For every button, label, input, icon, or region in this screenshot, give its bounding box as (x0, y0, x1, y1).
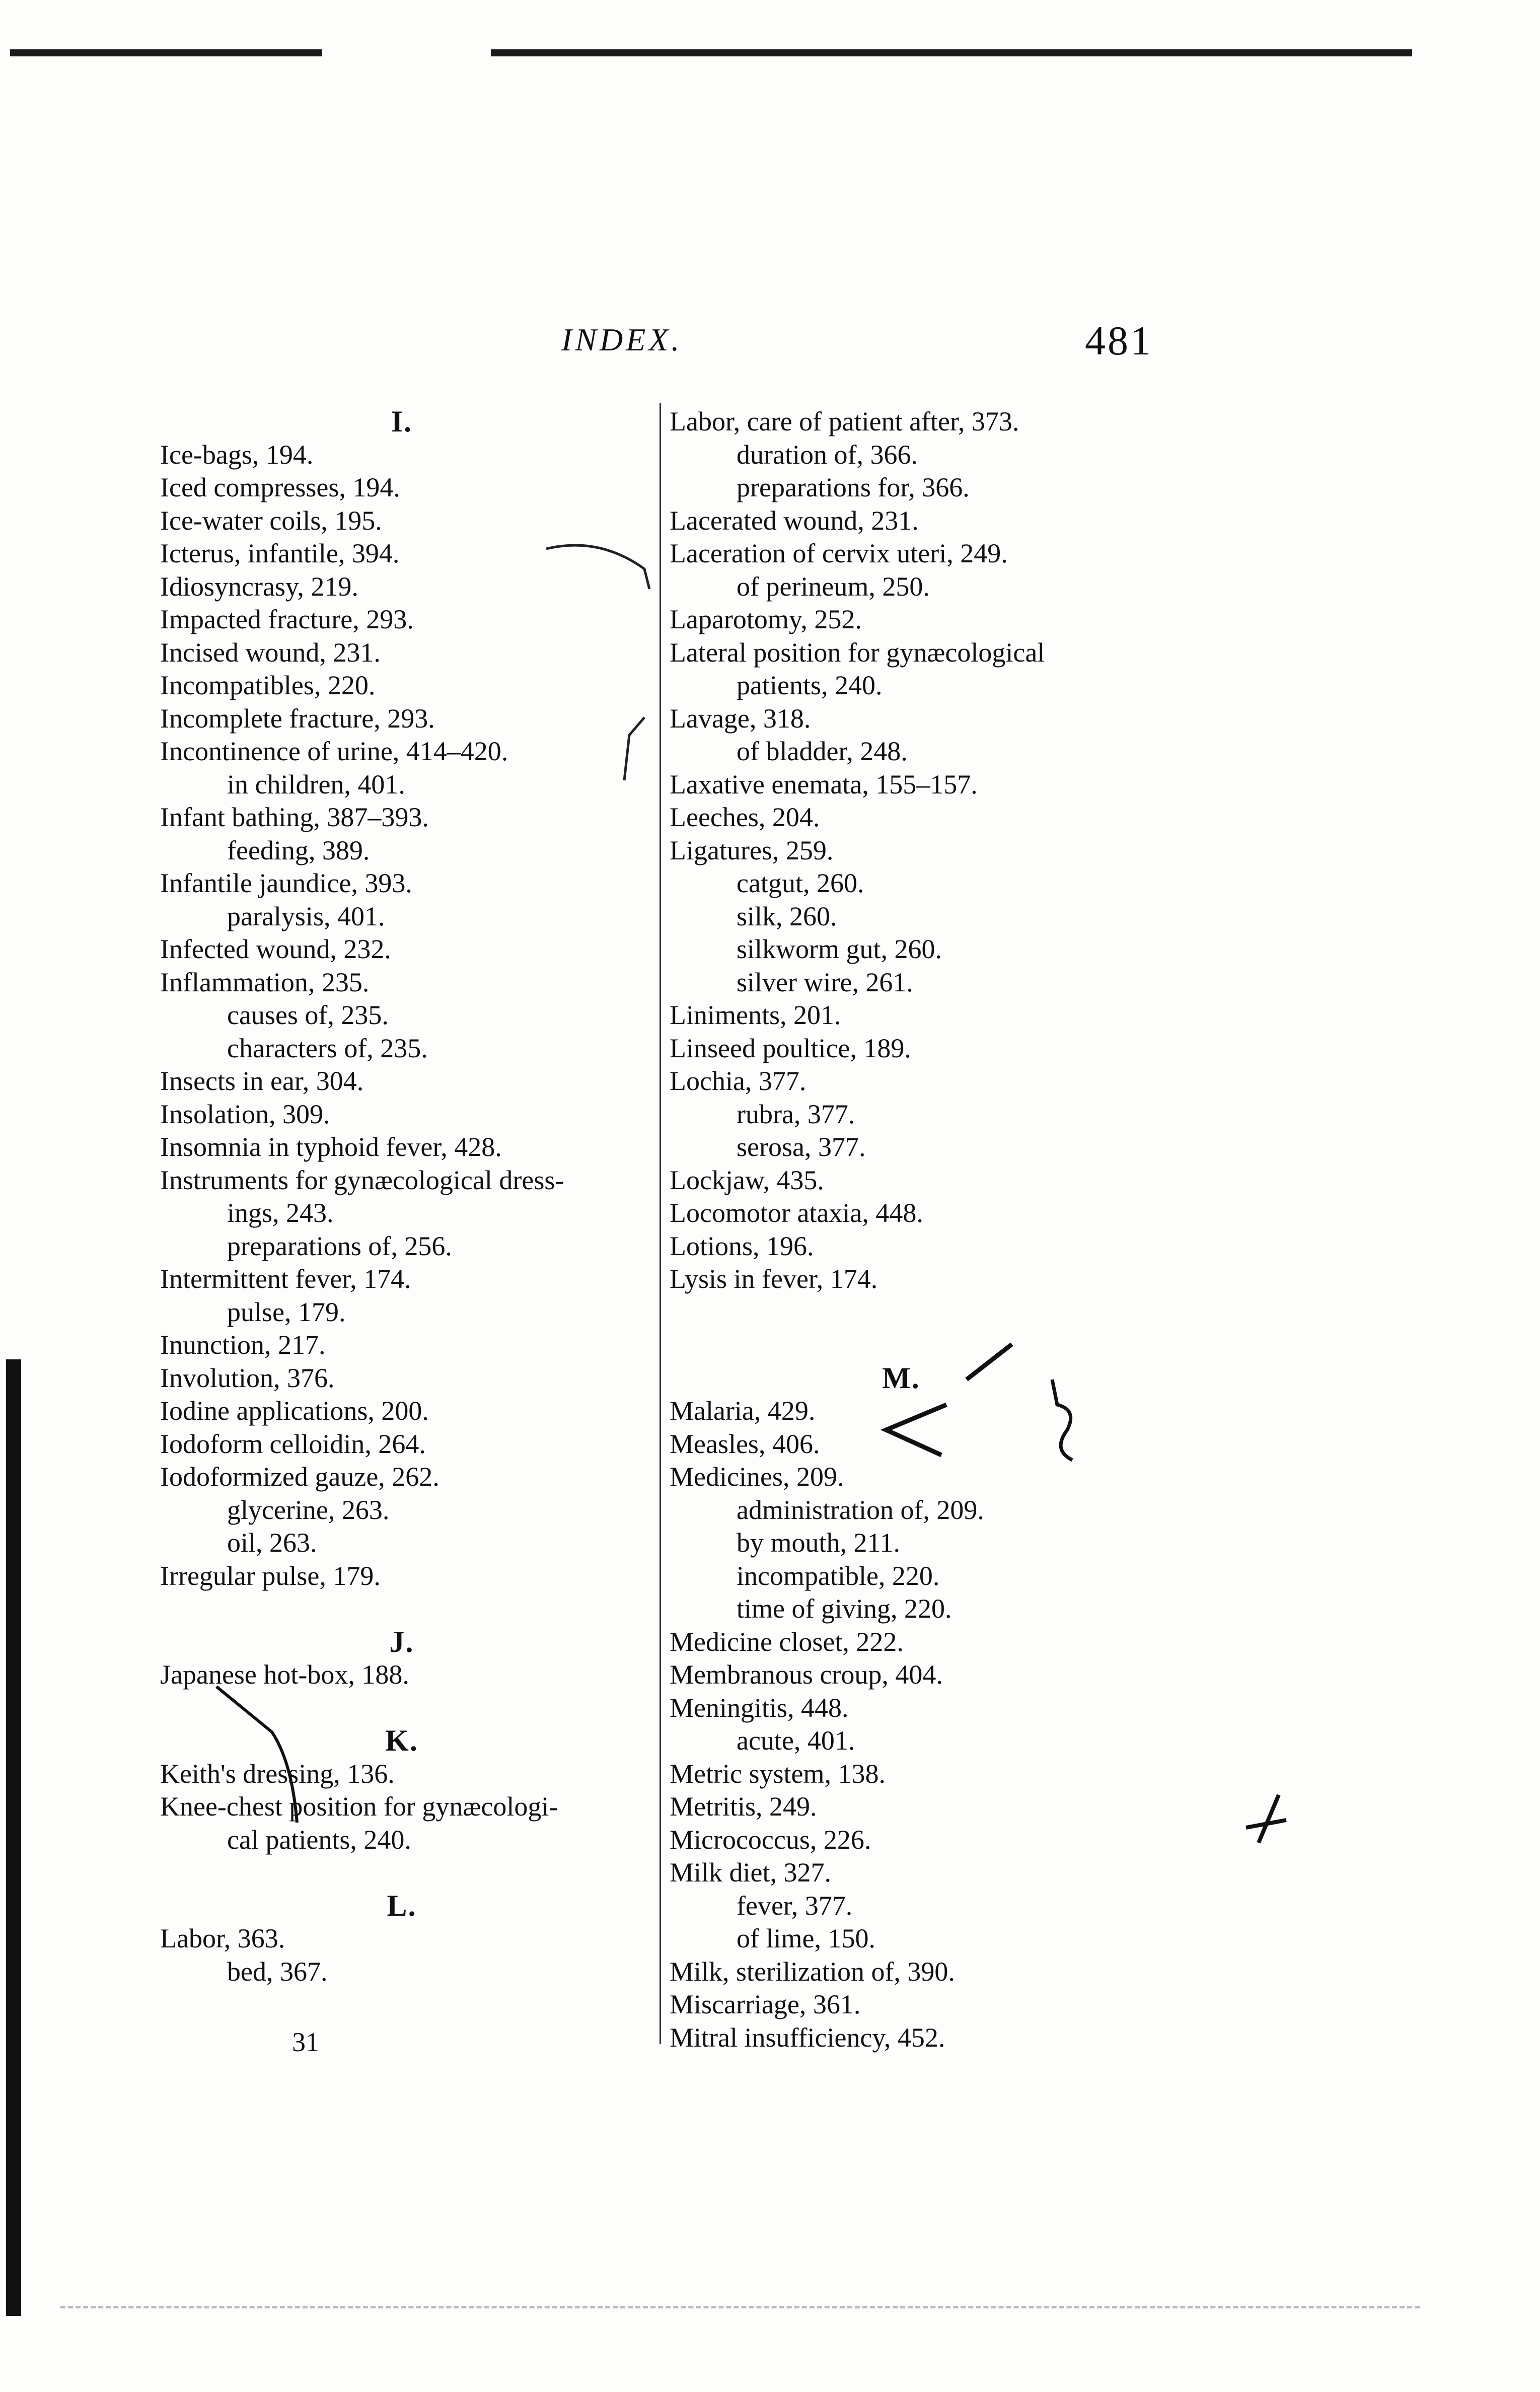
index-subentry: serosa, 377. (737, 1132, 866, 1162)
index-entry: Liniments, 201. (670, 1000, 841, 1030)
index-subentry: oil, 263. (227, 1528, 317, 1558)
pencil-mark-squiggle (1037, 1374, 1087, 1465)
index-subentry: feeding, 389. (227, 835, 370, 865)
index-entry: Inflammation, 235. (160, 967, 370, 997)
index-entry: Miscarriage, 361. (670, 1989, 861, 2019)
column-divider (659, 403, 661, 2044)
index-entry: Iodoformized gauze, 262. (160, 1462, 439, 1492)
index-entry: Insolation, 309. (160, 1099, 330, 1129)
index-entry: Incontinence of urine, 414–420. (160, 736, 508, 766)
index-entry: Iodine applications, 200. (160, 1396, 429, 1426)
section-letter: L. (387, 1889, 417, 1922)
index-entry: Metritis, 249. (670, 1791, 817, 1822)
index-entry: Lochia, 377. (670, 1066, 806, 1096)
scan-bottom-noise (60, 2306, 1420, 2311)
index-entry: Irregular pulse, 179. (160, 1560, 381, 1591)
index-entry: Inunction, 217. (160, 1330, 326, 1360)
index-subentry: incompatible, 220. (737, 1560, 940, 1591)
top-rule-left (10, 49, 322, 56)
index-entry: Ice-water coils, 195. (160, 505, 382, 536)
index-entry: Instruments for gynæcological dress- (160, 1165, 564, 1195)
index-subentry: causes of, 235. (227, 1000, 389, 1030)
index-entry: Ice-bags, 194. (160, 439, 314, 470)
index-entry: Medicine closet, 222. (670, 1626, 904, 1657)
index-entry: Metric system, 138. (670, 1758, 886, 1789)
running-head: INDEX. (561, 322, 683, 357)
index-entry: Incomplete fracture, 293. (160, 703, 435, 734)
index-entry: Laceration of cervix uteri, 249. (670, 538, 1008, 568)
index-entry: Ligatures, 259. (670, 835, 834, 865)
index-subentry: characters of, 235. (227, 1033, 428, 1063)
index-subentry: duration of, 366. (737, 439, 918, 470)
index-entry: Impacted fracture, 293. (160, 604, 414, 634)
index-entry: Infant bathing, 387–393. (160, 802, 429, 832)
index-entry: Iodoform celloidin, 264. (160, 1428, 426, 1459)
section-gap (160, 1856, 643, 1890)
index-subentry: of perineum, 250. (737, 571, 930, 602)
index-entry: Keith's dressing, 136. (160, 1758, 395, 1789)
page-number: 481 (1085, 318, 1153, 364)
index-subentry: in children, 401. (227, 769, 405, 800)
index-entry-continuation: cal patients, 240. (227, 1824, 411, 1855)
index-subentry: preparations of, 256. (227, 1230, 452, 1261)
scan-edge-bar (6, 1359, 21, 2316)
index-entry: Infantile jaundice, 393. (160, 868, 412, 898)
index-entry: Incised wound, 231. (160, 637, 381, 668)
section-letter: I. (391, 405, 413, 438)
index-entry: Knee-chest position for gynæcologi- (160, 1791, 558, 1822)
section-letter: K. (385, 1724, 418, 1757)
index-entry: Leeches, 204. (670, 802, 820, 832)
index-entry: Lockjaw, 435. (670, 1165, 824, 1195)
index-entry: Idiosyncrasy, 219. (160, 571, 358, 602)
index-entry: Laxative enemata, 155–157. (670, 769, 978, 800)
index-subentry: of lime, 150. (737, 1923, 875, 1953)
section-gap (160, 1592, 643, 1626)
index-subentry: glycerine, 263. (227, 1494, 390, 1525)
index-entry: Mitral insufficiency, 452. (670, 2022, 945, 2053)
index-entry: Labor, care of patient after, 373. (670, 406, 1019, 437)
pencil-mark-check (871, 1334, 1022, 1465)
index-entry: Involution, 376. (160, 1362, 335, 1393)
index-entry: Locomotor ataxia, 448. (670, 1198, 923, 1228)
signature-mark: 31 (292, 2027, 319, 2057)
index-entry: Incompatibles, 220. (160, 670, 376, 700)
index-entry: Infected wound, 232. (160, 934, 391, 964)
index-entry: Lysis in fever, 174. (670, 1264, 878, 1294)
index-entry: Lavage, 318. (670, 703, 811, 734)
index-entry: Insomnia in typhoid fever, 428. (160, 1132, 502, 1162)
index-entry: Iced compresses, 194. (160, 472, 400, 502)
index-entry: Malaria, 429. (670, 1396, 816, 1426)
pencil-mark-diagonal (211, 1682, 342, 1828)
index-entry: Icterus, infantile, 394. (160, 538, 400, 568)
index-subentry: bed, 367. (227, 1956, 328, 1987)
index-entry-continuation: ings, 243. (227, 1198, 334, 1228)
index-entry: Lateral position for gynæcological (670, 637, 1045, 668)
index-subentry: rubra, 377. (737, 1099, 855, 1129)
pencil-mark-slash (609, 715, 649, 785)
index-entry: Milk diet, 327. (670, 1857, 831, 1888)
index-subentry: silk, 260. (737, 901, 837, 931)
index-entry: Intermittent fever, 174. (160, 1264, 411, 1294)
page-header (0, 317, 1540, 388)
index-entry: Membranous croup, 404. (670, 1659, 943, 1690)
index-subentry: of bladder, 248. (737, 736, 908, 766)
index-entry: Medicines, 209. (670, 1462, 844, 1492)
index-entry: Labor, 363. (160, 1923, 285, 1953)
index-subentry: acute, 401. (737, 1725, 855, 1756)
index-entry: Linseed poultice, 189. (670, 1033, 911, 1063)
index-subentry: preparations for, 366. (737, 472, 970, 502)
index-entry: Meningitis, 448. (670, 1692, 849, 1723)
index-subentry: pulse, 179. (227, 1296, 346, 1327)
index-entry-continuation: patients, 240. (737, 670, 883, 700)
index-subentry: catgut, 260. (737, 868, 864, 898)
index-subentry: administration of, 209. (737, 1494, 984, 1525)
index-entry: Milk, sterilization of, 390. (670, 1956, 955, 1987)
index-entry: Lacerated wound, 231. (670, 505, 919, 536)
index-subentry: time of giving, 220. (737, 1593, 952, 1624)
index-subentry: paralysis, 401. (227, 901, 385, 931)
pencil-mark-cross (1243, 1792, 1289, 1848)
top-rule-right (491, 49, 1412, 56)
index-entry: Measles, 406. (670, 1428, 820, 1459)
index-subentry: silver wire, 261. (737, 967, 913, 997)
index-subentry: by mouth, 211. (737, 1528, 901, 1558)
index-column-right (670, 405, 1133, 2054)
index-entry: Micrococcus, 226. (670, 1824, 871, 1855)
index-entry: Japanese hot-box, 188. (160, 1659, 409, 1690)
index-subentry: silkworm gut, 260. (737, 934, 942, 964)
index-entry: Insects in ear, 304. (160, 1066, 364, 1096)
section-gap (670, 1296, 1133, 1329)
section-letter: J. (389, 1625, 414, 1658)
index-entry: Lotions, 196. (670, 1230, 814, 1261)
pencil-mark-bracket-left (544, 534, 654, 594)
index-entry: Laparotomy, 252. (670, 604, 862, 634)
index-subentry: fever, 377. (737, 1890, 853, 1921)
section-letter: M. (882, 1361, 920, 1395)
